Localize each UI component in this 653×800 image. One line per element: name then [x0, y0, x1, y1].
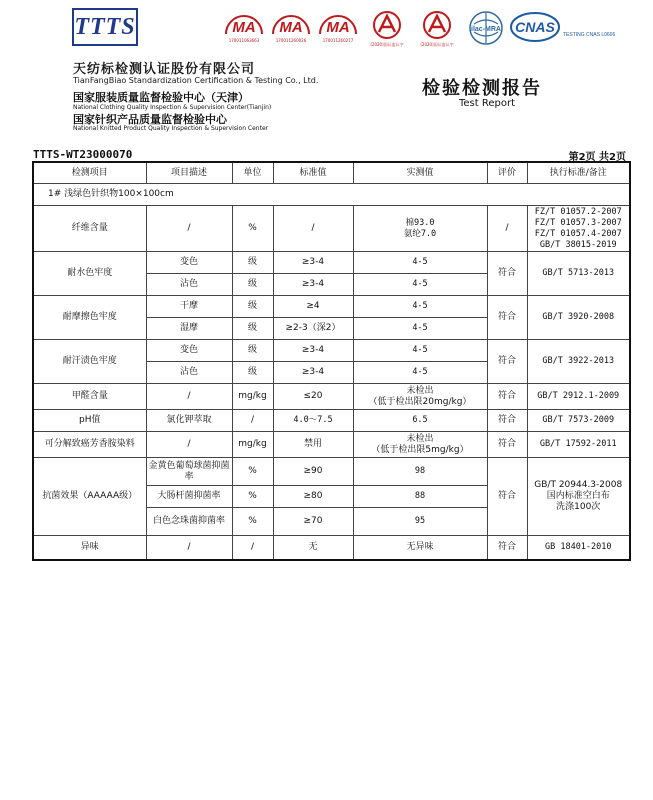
- test-item: 可分解致癌芳香胺染料: [33, 432, 146, 458]
- badge-number: 170011260277: [322, 38, 354, 43]
- sample-description: 1# 浅绿色针织物100×100cm: [33, 184, 630, 206]
- test-item: 纤维含量: [33, 206, 146, 252]
- execution-standard: FZ/T 01057.2-2007 FZ/T 01057.3-2007 FZ/T 01057.4-2007 GB/T 38015-2019: [527, 206, 630, 252]
- svg-text:MA: MA: [279, 19, 303, 36]
- column-header: 检测项目: [33, 162, 146, 184]
- test-item: 耐汗渍色牢度: [33, 340, 146, 384]
- measured-value: 4-5: [353, 318, 487, 340]
- badge-number: (2020)国认监认字: [370, 42, 404, 47]
- execution-standard: GB/T 3920-2008: [527, 296, 630, 340]
- item-description: 沾色: [146, 274, 232, 296]
- unit: %: [232, 458, 273, 486]
- unit: 级: [232, 318, 273, 340]
- item-description: /: [146, 206, 232, 252]
- standard-value: 禁用: [273, 432, 353, 458]
- cnas-icon: [509, 10, 616, 44]
- test-item: 甲醛含量: [33, 384, 146, 410]
- ilac-mra-badge: [466, 10, 506, 56]
- test-results-table: [32, 161, 631, 561]
- table-row: [33, 340, 630, 362]
- standard-value: 无: [273, 536, 353, 560]
- measured-value: 未检出 （低于检出限20mg/kg）: [353, 384, 487, 410]
- unit: 级: [232, 362, 273, 384]
- cma-icon: [271, 10, 311, 36]
- svg-text:MA: MA: [232, 19, 256, 36]
- accreditation-badges: [222, 10, 616, 56]
- company-logo: [72, 8, 138, 46]
- unit: %: [232, 206, 273, 252]
- measured-value: 4-5: [353, 274, 487, 296]
- evaluation: 符合: [487, 384, 527, 410]
- measured-value: 4-5: [353, 252, 487, 274]
- evaluation: 符合: [487, 340, 527, 384]
- item-description: 干摩: [146, 296, 232, 318]
- test-item: 耐水色牢度: [33, 252, 146, 296]
- badge-number: (2020)国认监认字: [420, 42, 454, 47]
- svg-text:CNAS: CNAS: [515, 19, 555, 35]
- evaluation: 符合: [487, 252, 527, 296]
- item-description: 变色: [146, 340, 232, 362]
- measured-value: 无异味: [353, 536, 487, 560]
- table-row: [33, 536, 630, 560]
- unit: /: [232, 410, 273, 432]
- table-row: [33, 432, 630, 458]
- standard-value: ≥3-4: [273, 252, 353, 274]
- table-row: [33, 458, 630, 486]
- measured-value: 88: [353, 486, 487, 508]
- item-description: 白色念珠菌抑菌率: [146, 508, 232, 536]
- unit: %: [232, 508, 273, 536]
- execution-standard: GB/T 17592-2011: [527, 432, 630, 458]
- cma-icon: [224, 10, 264, 36]
- table-header-row: [33, 162, 630, 184]
- page-indicator: 第2页 共2页: [568, 152, 626, 163]
- cal-badge: [365, 10, 409, 56]
- unit: 级: [232, 340, 273, 362]
- center-name-en: National Knitted Product Quality Inspection & Supervision Center: [73, 125, 269, 132]
- item-description: 金黄色葡萄球菌抑菌率: [146, 458, 232, 486]
- cma-icon: [318, 10, 358, 36]
- cal-icon: [370, 10, 404, 40]
- evaluation: 符合: [487, 296, 527, 340]
- measured-value: 6.5: [353, 410, 487, 432]
- table-row: [33, 252, 630, 274]
- measured-value: 4-5: [353, 340, 487, 362]
- unit: mg/kg: [232, 384, 273, 410]
- cma-badge: [222, 10, 266, 56]
- execution-standard: GB/T 5713-2013: [527, 252, 630, 296]
- unit: %: [232, 486, 273, 508]
- standard-value: ≥3-4: [273, 362, 353, 384]
- unit: 级: [232, 252, 273, 274]
- measured-value: 4-5: [353, 296, 487, 318]
- test-item: pH值: [33, 410, 146, 432]
- center-name-cn: 国家针织产品质量监督检验中心: [73, 113, 227, 126]
- cma-badge: [316, 10, 360, 56]
- svg-text:ilac-MRA: ilac-MRA: [471, 26, 501, 33]
- column-header: 单位: [232, 162, 273, 184]
- standard-value: ≥3-4: [273, 340, 353, 362]
- standard-value: ≥70: [273, 508, 353, 536]
- sample-row: [33, 184, 630, 206]
- report-number: TTTS-WT23000070: [33, 148, 133, 161]
- evaluation: 符合: [487, 410, 527, 432]
- table-row: [33, 384, 630, 410]
- measured-value: 98: [353, 458, 487, 486]
- cal-badge: [415, 10, 459, 56]
- item-description: 氯化钾萃取: [146, 410, 232, 432]
- report-title-cn: 检验检测报告: [422, 78, 542, 99]
- table-row: [33, 296, 630, 318]
- column-header: 评价: [487, 162, 527, 184]
- cma-badge: [269, 10, 313, 56]
- column-header: 实测值: [353, 162, 487, 184]
- badge-number: 170011260026: [275, 38, 307, 43]
- item-description: 变色: [146, 252, 232, 274]
- measured-value: 4-5: [353, 362, 487, 384]
- item-description: /: [146, 536, 232, 560]
- item-description: /: [146, 384, 232, 410]
- ilac-mra-icon: [468, 10, 504, 46]
- item-description: 湿摩: [146, 318, 232, 340]
- test-item: 抗菌效果（AAAAA级）: [33, 458, 146, 536]
- center-name-en: National Clothing Quality Inspection & Supervision Center(Tianjin): [73, 104, 272, 111]
- center-name-cn: 国家服装质量监督检验中心（天津）: [73, 91, 249, 104]
- standard-value: ≥90: [273, 458, 353, 486]
- measured-value: 棉93.0 氨纶7.0: [353, 206, 487, 252]
- measured-value: 95: [353, 508, 487, 536]
- execution-standard: GB/T 3922-2013: [527, 340, 630, 384]
- standard-value: ≥3-4: [273, 274, 353, 296]
- evaluation: 符合: [487, 432, 527, 458]
- execution-standard: GB/T 7573-2009: [527, 410, 630, 432]
- table-row: [33, 410, 630, 432]
- unit: 级: [232, 274, 273, 296]
- execution-standard: GB 18401-2010: [527, 536, 630, 560]
- cal-icon: [420, 10, 454, 40]
- standard-value: /: [273, 206, 353, 252]
- column-header: 标准值: [273, 162, 353, 184]
- measured-value: 未检出 （低于检出限5mg/kg）: [353, 432, 487, 458]
- company-name-cn: 天纺标检测认证股份有限公司: [73, 62, 256, 77]
- cnas-badge: [509, 10, 616, 56]
- svg-text:TESTING CNAS L0606: TESTING CNAS L0606: [563, 32, 616, 38]
- standard-value: ≥80: [273, 486, 353, 508]
- unit: 级: [232, 296, 273, 318]
- standard-value: ≥4: [273, 296, 353, 318]
- test-item: 异味: [33, 536, 146, 560]
- table-row: [33, 206, 630, 252]
- execution-standard: GB/T 20944.3-2008 国内标准空白布 洗涤100次: [527, 458, 630, 536]
- test-item: 耐摩擦色牢度: [33, 296, 146, 340]
- svg-text:MA: MA: [326, 19, 350, 36]
- unit: /: [232, 536, 273, 560]
- company-name-en: TianFangBiao Standardization Certification & Testing Co., Ltd.: [73, 76, 319, 85]
- column-header: 项目描述: [146, 162, 232, 184]
- standard-value: ≤20: [273, 384, 353, 410]
- evaluation: 符合: [487, 458, 527, 536]
- item-description: 大肠杆菌抑菌率: [146, 486, 232, 508]
- standard-value: 4.0～7.5: [273, 410, 353, 432]
- logo-text: TTTS: [74, 13, 136, 40]
- evaluation: /: [487, 206, 527, 252]
- badge-number: 170011063663: [228, 38, 260, 43]
- evaluation: 符合: [487, 536, 527, 560]
- item-description: /: [146, 432, 232, 458]
- report-title-en: Test Report: [459, 98, 516, 109]
- unit: mg/kg: [232, 432, 273, 458]
- standard-value: ≥2-3（深2）: [273, 318, 353, 340]
- execution-standard: GB/T 2912.1-2009: [527, 384, 630, 410]
- item-description: 沾色: [146, 362, 232, 384]
- column-header: 执行标准/备注: [527, 162, 630, 184]
